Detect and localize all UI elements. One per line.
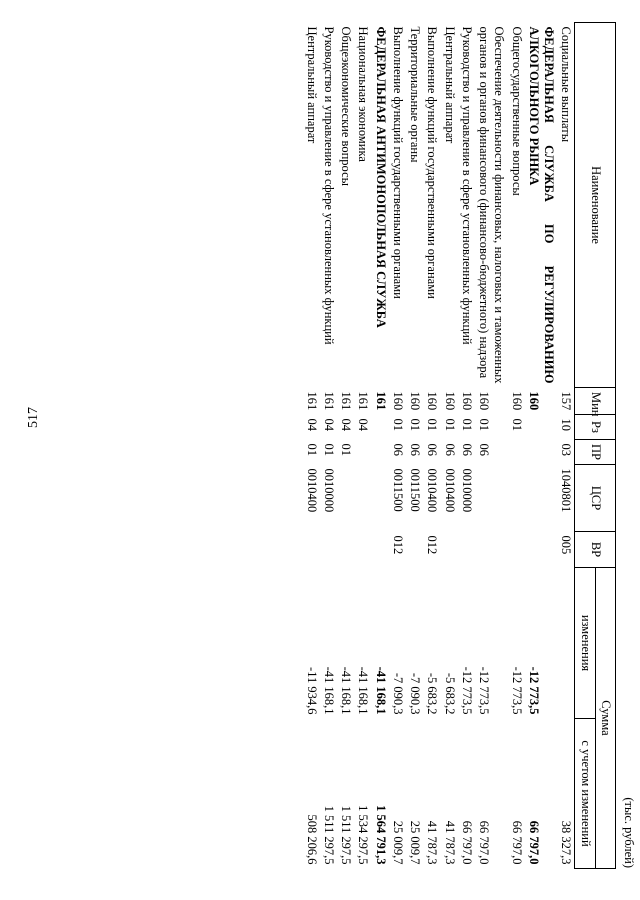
table-row [458,23,475,869]
cell-min: 160 [477,391,492,411]
cell-rz: 01 [408,418,423,431]
cell-vr [320,532,337,568]
table-row [441,23,458,869]
cell-pr: 01 [339,443,354,456]
cell-total: 25 009,7 [408,820,423,865]
cell-csr: 0010000 [322,468,336,513]
cell-name: ФЕДЕРАЛЬНАЯ СЛУЖБА ПО РЕГУЛИРОВАНИЮ АЛКОГОЛЬНОГО РЫНКА [527,26,557,384]
cell-name: Территориальные органы [408,26,423,163]
cell-vr [458,532,475,568]
table-row [557,23,575,869]
header-min: Мин [575,388,616,415]
cell-rz: 10 [559,418,574,431]
cell-change: -12 773,5 [509,666,524,715]
cell-min: 160 [408,391,423,411]
cell-csr [354,465,371,532]
unit-note: (тыс. рублей) [622,797,636,868]
table-row [303,23,320,869]
cell-min: 161 [339,391,354,411]
cell-csr: 0011500 [408,468,423,512]
cell-pr [508,440,525,465]
cell-total: 1 511 297,5 [339,805,354,865]
cell-change: -12 773,5 [460,666,474,715]
cell-name: ФЕДЕРАЛЬНАЯ АНТИМОНОПОЛЬНАЯ СЛУЖБА [373,26,388,328]
cell-vr [372,532,389,568]
header-name: Наименование [575,23,616,388]
cell-rz: 01 [509,418,524,431]
cell-total: 1 564 791,3 [373,805,388,865]
cell-change: -11 934,6 [304,667,319,715]
cell-name: Обеспечение деятельности финансовых, налоговых и таможенных органов и органов финансового (финансово-бюджетного) надзора [477,26,507,384]
cell-change: -41 168,1 [339,666,354,715]
cell-name: Общегосударственные вопросы [509,26,524,196]
cell-rz: 04 [339,418,354,431]
cell-vr [441,532,458,568]
cell-change: -7 090,3 [408,672,423,715]
cell-name: Выполнение функций государственными органами [391,26,405,299]
cell-total: 66 797,0 [527,820,541,865]
table-header [575,23,616,869]
cell-pr [372,440,389,465]
cell-change: -41 168,1 [373,666,388,715]
cell-vr [475,532,508,568]
cell-vr [303,532,320,568]
cell-vr [525,532,558,568]
cell-total: 25 009,7 [391,820,405,865]
cell-rz: 04 [356,418,371,431]
cell-pr: 01 [304,443,319,456]
cell-rz [372,415,389,440]
cell-csr [525,465,558,532]
rotated-page-content [71,22,636,868]
cell-name: Центральный аппарат [442,26,457,144]
cell-csr [372,465,389,532]
table-row [320,23,337,869]
table-row [389,23,406,869]
cell-rz: 01 [442,418,457,431]
cell-csr [508,465,525,532]
cell-pr: 06 [425,443,440,456]
cell-pr: 06 [442,443,457,456]
cell-pr: 06 [408,443,423,456]
cell-change [557,568,575,719]
table-row [406,23,423,869]
cell-name: Национальная экономика [356,26,371,162]
cell-csr: 1040801 [559,468,574,513]
cell-rz [525,415,558,440]
cell-change: -5 683,2 [442,672,457,715]
cell-name: Руководство и управление в сфере установленных функций [460,26,474,345]
cell-total: 38 327,3 [559,820,574,865]
table-row [423,23,440,869]
cell-change: -41 168,1 [356,666,371,715]
cell-csr [337,465,354,532]
cell-csr [475,465,508,532]
budget-table [303,22,617,869]
table-row [508,23,525,869]
table-row [525,23,558,869]
cell-name: Общеэкономические вопросы [339,26,354,187]
cell-total: 41 787,3 [425,820,440,865]
cell-csr: 0010400 [425,468,440,513]
cell-change: -7 090,3 [391,672,405,715]
table-row [475,23,508,869]
cell-csr: 0010400 [442,468,457,513]
cell-change: -12 773,5 [527,666,541,715]
cell-name: Социальные выплаты [559,26,574,143]
cell-rz: 01 [391,418,405,431]
header-pr: ПР [575,440,616,465]
cell-min: 160 [527,391,541,411]
cell-pr [525,440,558,465]
cell-min: 160 [460,391,474,411]
cell-total: 41 787,3 [442,820,457,865]
cell-pr: 03 [559,443,574,456]
cell-vr [354,532,371,568]
cell-change: -12 773,5 [477,666,492,715]
cell-rz: 01 [460,418,474,431]
cell-rz: 01 [425,418,440,431]
cell-total: 1 534 297,5 [356,805,371,865]
cell-min: 161 [304,391,319,411]
cell-rz: 04 [322,418,336,431]
cell-vr [406,532,423,568]
cell-change: -41 168,1 [322,666,336,715]
cell-min: 161 [356,391,371,411]
cell-name: Выполнение функций государственными органами [425,26,440,299]
cell-rz: 01 [477,418,492,431]
table-body [303,23,576,869]
cell-vr: 012 [391,535,405,555]
cell-pr: 01 [322,443,336,456]
cell-name: Руководство и управление в сфере установленных функций [322,26,336,345]
cell-total: 1 511 297,5 [322,805,336,865]
cell-csr: 0010400 [304,468,319,513]
cell-name: Центральный аппарат [304,26,319,144]
cell-vr [337,532,354,568]
cell-csr: 0011500 [391,468,405,512]
cell-min: 160 [509,391,524,411]
cell-min: 157 [559,391,574,411]
table-row [337,23,354,869]
header-sum: Сумма [595,568,615,869]
cell-vr: 005 [559,535,574,555]
header-vr: ВР [575,532,616,568]
cell-min: 161 [373,391,388,411]
cell-min: 161 [322,391,336,411]
cell-min: 160 [425,391,440,411]
header-csr: ЦСР [575,465,616,532]
cell-min: 160 [442,391,457,411]
cell-total: 66 797,0 [460,820,474,865]
cell-csr: 0010000 [460,468,474,513]
cell-vr: 012 [425,535,440,555]
cell-min: 160 [391,391,405,411]
cell-pr [354,440,371,465]
cell-total: 66 797,0 [477,820,492,865]
cell-pr: 06 [460,443,474,456]
header-with-change: с учетом изменений [575,719,595,869]
page-number: 517 [26,407,41,428]
cell-pr: 06 [477,443,492,456]
cell-pr: 06 [391,443,405,456]
header-rz: Рз [575,415,616,440]
cell-rz: 04 [304,418,319,431]
cell-total: 66 797,0 [509,820,524,865]
header-change: изменения [575,568,595,719]
cell-total: 508 206,6 [304,814,319,865]
cell-vr [508,532,525,568]
cell-change: -5 683,2 [425,672,440,715]
table-row [372,23,389,869]
table-row [354,23,371,869]
